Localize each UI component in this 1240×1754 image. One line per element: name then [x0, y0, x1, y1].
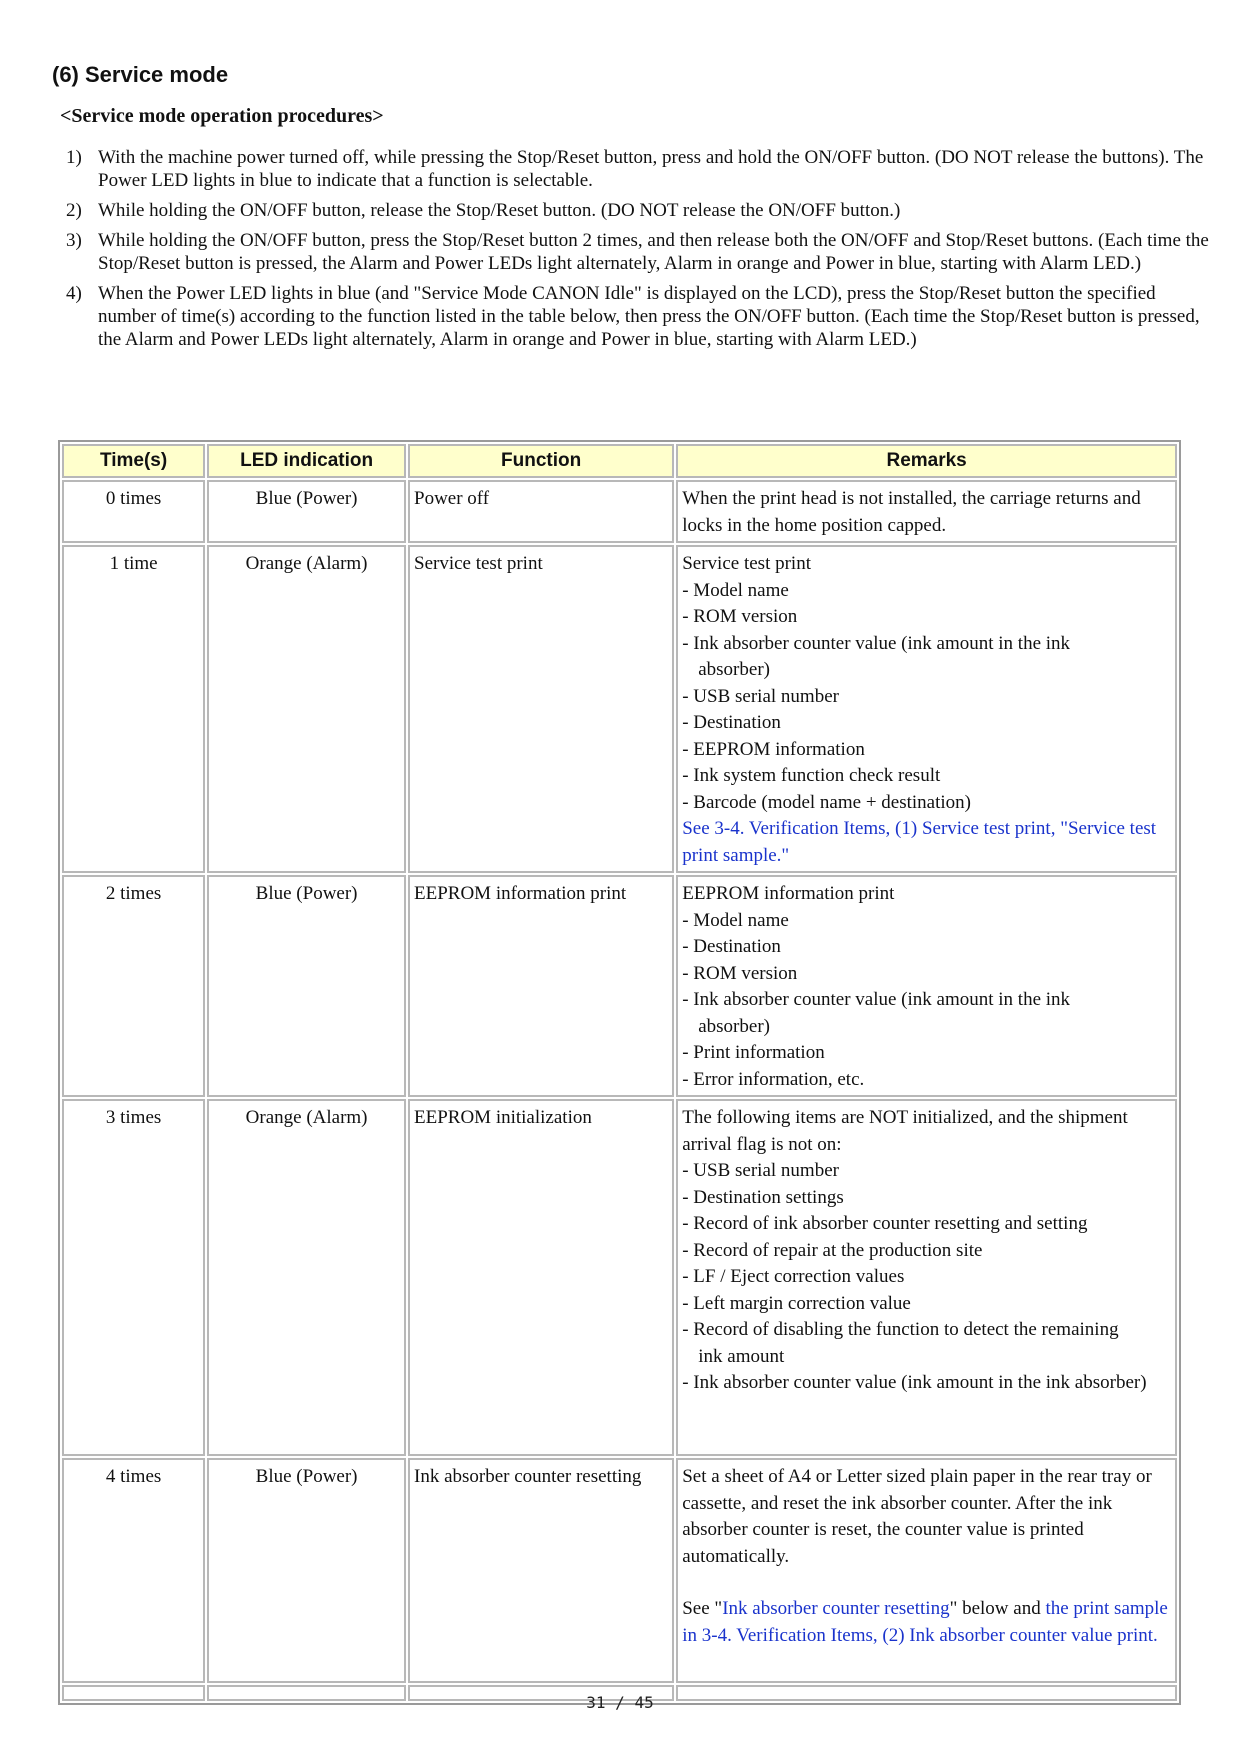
- step-item: [66, 229, 1216, 275]
- remark-see-prefix: See ": [682, 1598, 723, 1619]
- cell-led: Blue (Power): [207, 480, 406, 543]
- step-number: 1): [66, 147, 82, 168]
- cell-times: 2 times: [62, 875, 205, 1097]
- cell-function: Power off: [408, 480, 674, 543]
- cell-function: EEPROM information print: [408, 875, 674, 1097]
- service-mode-table: [58, 440, 1181, 1705]
- procedure-steps: [66, 146, 1216, 358]
- step-number: 2): [66, 200, 82, 221]
- remark-line: Service test print: [682, 553, 811, 574]
- step-item: [66, 282, 1216, 351]
- remark-intro: The following items are NOT initialized, and the shipment arrival flag is not on:: [682, 1107, 1128, 1155]
- remark-line: - Ink absorber counter value (ink amount in the ink: [682, 989, 1071, 1010]
- table-row: [62, 545, 1177, 873]
- remark-line: - Left margin correction value: [682, 1292, 911, 1314]
- table-row: [62, 480, 1177, 543]
- remark-line: - EEPROM information: [682, 738, 865, 760]
- remark-line: - Record of repair at the production site: [682, 1239, 983, 1261]
- cell-times: 1 time: [62, 545, 205, 873]
- cell-led: Orange (Alarm): [207, 1099, 406, 1456]
- remark-line: - Destination: [682, 712, 781, 733]
- step-item: [66, 146, 1216, 192]
- ink-absorber-reset-link[interactable]: Ink absorber counter resetting: [722, 1598, 950, 1619]
- subsection-title: <Service mode operation procedures>: [60, 105, 384, 127]
- cell-led: Orange (Alarm): [207, 545, 406, 873]
- page-number: 31 / 45: [586, 1693, 654, 1712]
- remark-line: - Barcode (model name + destination): [682, 791, 971, 813]
- cell-led: Blue (Power): [207, 875, 406, 1097]
- remark-line: - Ink absorber counter value (ink amount in the ink: [682, 632, 1071, 654]
- cell-remarks: [676, 875, 1177, 1097]
- remark-line: - Ink system function check result: [682, 765, 941, 786]
- table-row: [62, 875, 1177, 1097]
- step-item: [66, 199, 1216, 222]
- cell-times: 0 times: [62, 480, 205, 543]
- cell-remarks: [676, 1099, 1177, 1456]
- remark-line: - Destination: [682, 936, 781, 957]
- header-remarks: Remarks: [676, 444, 1177, 478]
- cell-times: 3 times: [62, 1099, 205, 1456]
- remark-line: - Model name: [682, 579, 789, 601]
- cell-led: Blue (Power): [207, 1458, 406, 1683]
- remark-see-mid: " below and: [949, 1598, 1046, 1619]
- remark-line: - ROM version: [682, 606, 798, 627]
- remark-line: absorber): [698, 659, 770, 680]
- cell-times: 4 times: [62, 1458, 205, 1683]
- remark-line: ink amount: [698, 1345, 785, 1367]
- remark-line: - Print information: [682, 1042, 825, 1063]
- step-text: With the machine power turned off, while pressing the Stop/Reset button, press and hold the ON/OFF button. (DO NOT release the buttons). The Power LED lights in blue to indicate that a function is selectable.: [98, 147, 1204, 191]
- remark-line: - Record of ink absorber counter resetting and setting: [682, 1213, 1088, 1234]
- service-test-print-sample-link[interactable]: See 3-4. Verification Items, (1) Service test print, "Service test print sample.": [682, 818, 1157, 866]
- remark-line: - Record of disabling the function to detect the remaining: [682, 1319, 1119, 1340]
- remark-line: EEPROM information print: [682, 883, 895, 904]
- cell-function: Service test print: [408, 545, 674, 873]
- cell-remarks: When the print head is not installed, the carriage returns and locks in the home position capped.: [676, 480, 1177, 543]
- remark-line: - Ink absorber counter value (ink amount in the ink absorber): [682, 1372, 1147, 1393]
- header-function: Function: [408, 444, 674, 478]
- remark-line: - ROM version: [682, 962, 798, 984]
- step-text: While holding the ON/OFF button, release the Stop/Reset button. (DO NOT release the ON/OFF button.): [98, 200, 901, 221]
- cell-function: EEPROM initialization: [408, 1099, 674, 1456]
- remark-line: absorber): [698, 1015, 770, 1037]
- remark-line: - USB serial number: [682, 1160, 839, 1181]
- remark-line: - Error information, etc.: [682, 1068, 865, 1090]
- header-times: Time(s): [62, 444, 205, 478]
- table-header-row: [62, 444, 1177, 478]
- remark-line: - LF / Eject correction values: [682, 1266, 905, 1287]
- cell-remarks: [676, 545, 1177, 873]
- remark-line: - Destination settings: [682, 1186, 844, 1208]
- step-text: While holding the ON/OFF button, press the Stop/Reset button 2 times, and then release both the ON/OFF and Stop/Reset buttons. (Each time the Stop/Reset button is pressed, the Alarm and Power LEDs light alternately, Alarm in orange and Power in blue, starting with Alarm LED.): [98, 230, 1209, 274]
- step-number: 3): [66, 230, 82, 251]
- print-sample-link[interactable]: the print sample in 3-4. Verification Items, (2) Ink absorber counter value print.: [682, 1598, 1168, 1646]
- section-title: (6) Service mode: [52, 62, 229, 87]
- cell-remarks: [676, 1458, 1177, 1683]
- remark-line: - USB serial number: [682, 685, 839, 707]
- header-led-indication: LED indication: [207, 444, 406, 478]
- table-row: [62, 1458, 1177, 1683]
- step-text: When the Power LED lights in blue (and "Service Mode CANON Idle" is displayed on the LCD), press the Stop/Reset button the specified number of time(s) according to the function listed in the table below, then press the ON/OFF button. (Each time the Stop/Reset button is pressed, the Alarm and Power LEDs light alternately, Alarm in orange and Power in blue, starting with Alarm LED.): [98, 283, 1200, 350]
- remark-line: - Model name: [682, 909, 789, 931]
- remark-paragraph: Set a sheet of A4 or Letter sized plain paper in the rear tray or cassette, and reset the ink absorber counter. After the ink absorber counter is reset, the counter value is printed automatically.: [682, 1466, 1152, 1567]
- step-number: 4): [66, 283, 82, 304]
- table-row: [62, 1099, 1177, 1456]
- cell-function: Ink absorber counter resetting: [408, 1458, 674, 1683]
